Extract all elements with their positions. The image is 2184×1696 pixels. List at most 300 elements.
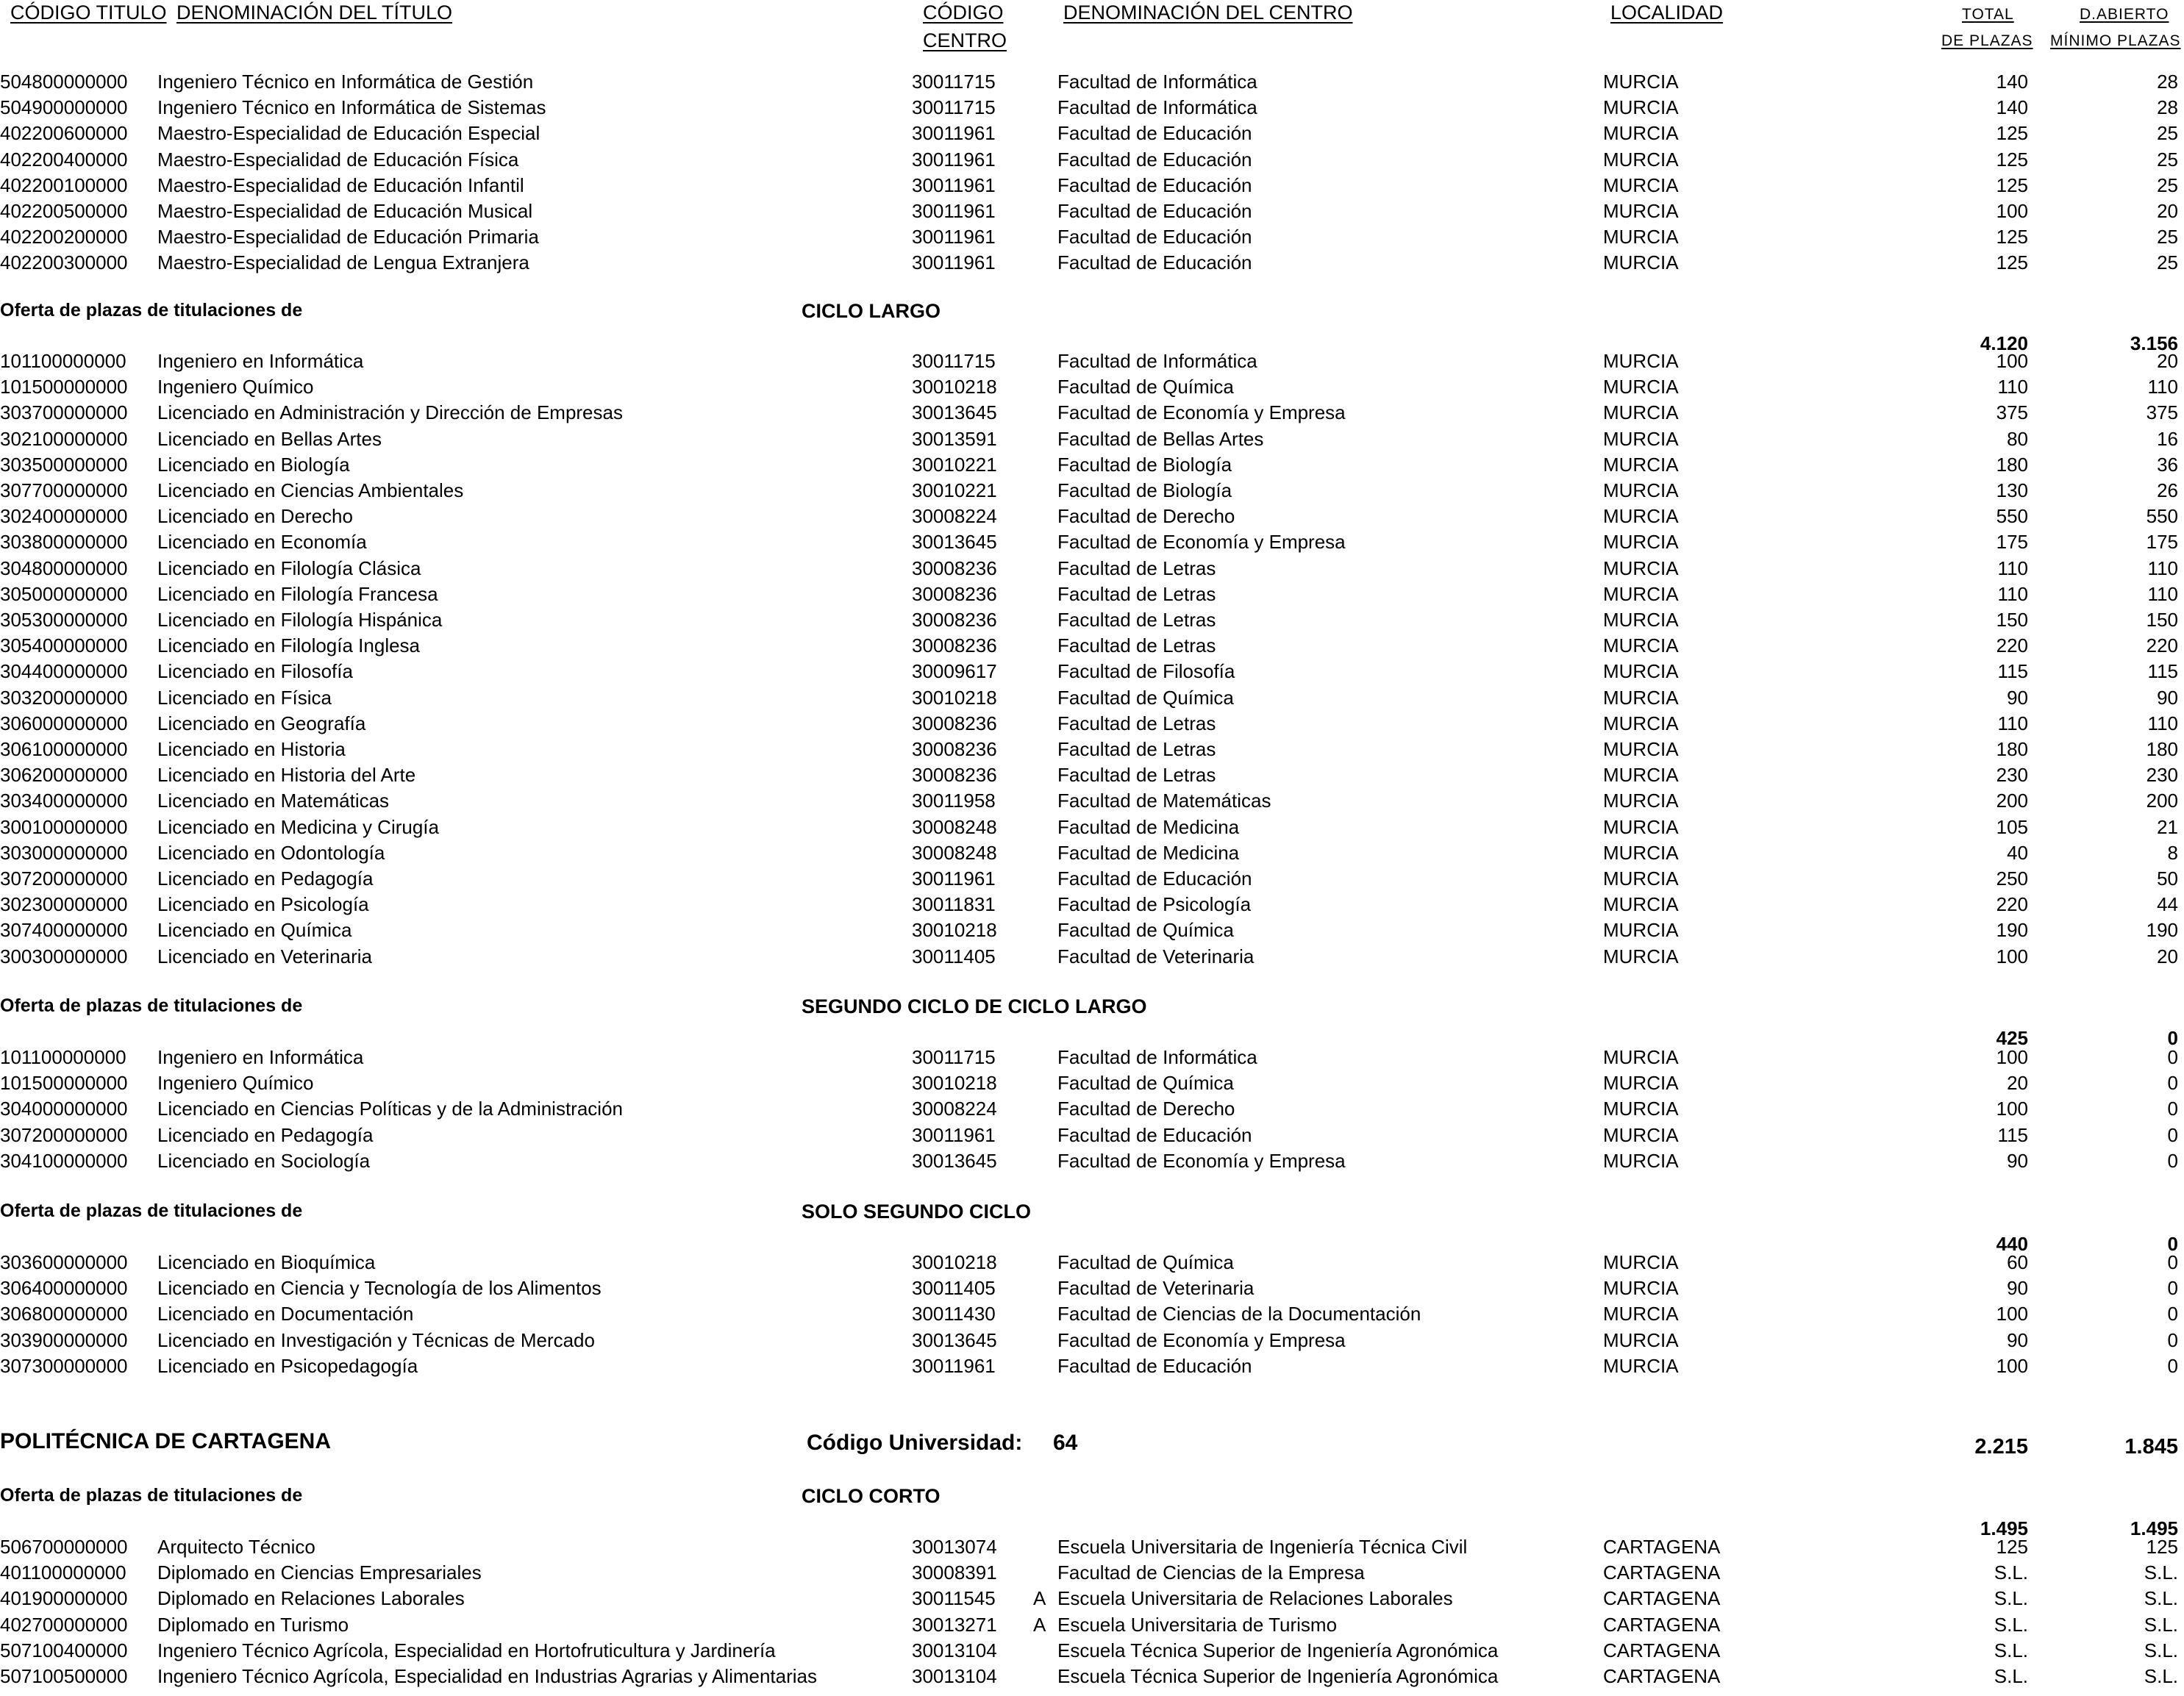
- center-code-cell: 30011961: [912, 867, 996, 890]
- abierto-cell: 550: [2146, 505, 2178, 528]
- code-cell: 101500000000: [0, 1072, 128, 1095]
- center-name-cell: Facultad de Ciencias de la Empresa: [1057, 1561, 1365, 1584]
- total-plazas-cell: 40: [2007, 841, 2028, 864]
- titulo-cell: Licenciado en Historia del Arte: [157, 764, 416, 787]
- code-cell: 300300000000: [0, 945, 128, 967]
- header-total-line1: TOTAL: [1962, 6, 2014, 23]
- abierto-cell: 200: [2146, 790, 2178, 812]
- code-cell: 402200200000: [0, 226, 128, 248]
- table-row: [0, 251, 2184, 278]
- total-plazas-cell: 140: [1996, 71, 2028, 93]
- abierto-cell: 36: [2157, 453, 2178, 476]
- total-plazas-cell: 100: [1996, 1098, 2028, 1120]
- table-row: [0, 174, 2184, 201]
- center-name-cell: Facultad de Letras: [1057, 712, 1216, 734]
- section-prefix-solo-segundo-ciclo: Oferta de plazas de titulaciones de: [0, 1201, 303, 1221]
- abierto-cell: 0: [2167, 1046, 2178, 1068]
- abierto-cell: 220: [2146, 634, 2178, 657]
- localidad-cell: MURCIA: [1603, 1303, 1679, 1325]
- abierto-cell: S.L.: [2144, 1665, 2178, 1687]
- center-name-cell: Facultad de Educación: [1057, 226, 1252, 248]
- localidad-cell: CARTAGENA: [1603, 1536, 1721, 1558]
- localidad-cell: MURCIA: [1603, 531, 1679, 554]
- subtotal-abierto-ciclo-corto: 1.495: [2130, 1517, 2178, 1539]
- center-code-cell: 30010218: [912, 1072, 997, 1095]
- center-name-cell: Facultad de Letras: [1057, 609, 1216, 631]
- titulo-cell: Diplomado en Relaciones Laborales: [157, 1587, 465, 1610]
- titulo-cell: Licenciado en Psicopedagogía: [157, 1354, 418, 1377]
- code-cell: 303700000000: [0, 401, 128, 424]
- center-name-cell: Facultad de Economía y Empresa: [1057, 1149, 1346, 1172]
- localidad-cell: MURCIA: [1603, 893, 1679, 916]
- titulo-cell: Licenciado en Pedagogía: [157, 1123, 374, 1146]
- table-row: [0, 401, 2184, 428]
- table-row: [0, 149, 2184, 175]
- center-code-cell: 30010221: [912, 453, 997, 476]
- center-name-cell: Escuela Técnica Superior de Ingeniería Agronómica: [1057, 1665, 1499, 1687]
- localidad-cell: MURCIA: [1603, 919, 1679, 942]
- code-cell: 402700000000: [0, 1613, 128, 1636]
- center-name-cell: Escuela Universitaria de Turismo: [1057, 1613, 1338, 1636]
- abierto-cell: 0: [2167, 1328, 2178, 1351]
- section-prefix-ciclo-corto: Oferta de plazas de titulaciones de: [0, 1485, 303, 1506]
- table-row: [0, 96, 2184, 123]
- titulo-cell: Licenciado en Medicina y Cirugía: [157, 815, 439, 838]
- total-plazas-cell: S.L.: [1994, 1613, 2028, 1636]
- titulo-cell: Maestro-Especialidad de Educación Infantil: [157, 173, 524, 196]
- localidad-cell: CARTAGENA: [1603, 1665, 1721, 1687]
- titulo-cell: Licenciado en Pedagogía: [157, 867, 374, 890]
- table-row: [0, 583, 2184, 609]
- total-plazas-cell: 175: [1996, 531, 2028, 554]
- code-cell: 304000000000: [0, 1098, 128, 1120]
- localidad-cell: CARTAGENA: [1603, 1561, 1721, 1584]
- subtotal-abierto-solo-segundo-ciclo: 0: [2167, 1233, 2178, 1255]
- code-cell: 307300000000: [0, 1354, 128, 1377]
- code-cell: 402200400000: [0, 148, 128, 171]
- total-plazas-cell: 200: [1996, 790, 2028, 812]
- center-code-cell: 30008248: [912, 841, 997, 864]
- total-plazas-cell: 250: [1996, 867, 2028, 890]
- center-code-cell: 30011961: [912, 148, 996, 171]
- localidad-cell: MURCIA: [1603, 609, 1679, 631]
- abierto-cell: 25: [2157, 173, 2178, 196]
- localidad-cell: MURCIA: [1603, 1277, 1679, 1300]
- center-code-cell: 30010218: [912, 919, 997, 942]
- table-row: [0, 1665, 2184, 1692]
- center-code-cell: 30013074: [912, 1536, 997, 1558]
- code-cell: 307400000000: [0, 919, 128, 942]
- total-plazas-cell: 125: [1996, 173, 2028, 196]
- center-name-cell: Facultad de Matemáticas: [1057, 790, 1271, 812]
- abierto-cell: 8: [2167, 841, 2178, 864]
- code-cell: 302400000000: [0, 505, 128, 528]
- localidad-cell: MURCIA: [1603, 867, 1679, 890]
- table-row: [0, 122, 2184, 149]
- table-row: [0, 687, 2184, 713]
- center-code-cell: 30008236: [912, 634, 997, 657]
- center-code-cell: 30013645: [912, 1328, 997, 1351]
- center-code-cell: 30011715: [912, 1046, 996, 1068]
- total-plazas-cell: 100: [1996, 350, 2028, 372]
- abierto-cell: 20: [2157, 350, 2178, 372]
- total-plazas-cell: S.L.: [1994, 1561, 2028, 1584]
- center-name-cell: Facultad de Educación: [1057, 122, 1252, 145]
- localidad-cell: MURCIA: [1603, 841, 1679, 864]
- code-cell: 306100000000: [0, 738, 128, 760]
- abierto-cell: 25: [2157, 148, 2178, 171]
- abierto-cell: 90: [2157, 686, 2178, 709]
- code-cell: 507100500000: [0, 1665, 128, 1687]
- total-plazas-cell: 180: [1996, 453, 2028, 476]
- table-row: [0, 712, 2184, 739]
- localidad-cell: MURCIA: [1603, 1149, 1679, 1172]
- total-plazas-cell: 60: [2007, 1251, 2028, 1273]
- titulo-cell: Licenciado en Bellas Artes: [157, 427, 382, 450]
- code-cell: 305300000000: [0, 609, 128, 631]
- center-name-cell: Facultad de Química: [1057, 686, 1234, 709]
- titulo-cell: Ingeniero Técnico en Informática de Gestión: [157, 71, 534, 93]
- center-code-cell: 30011405: [912, 945, 996, 967]
- center-name-cell: Facultad de Letras: [1057, 557, 1216, 579]
- table-row: [0, 376, 2184, 402]
- total-plazas-cell: 375: [1996, 401, 2028, 424]
- center-name-cell: Facultad de Informática: [1057, 1046, 1257, 1068]
- center-name-cell: Escuela Universitaria de Ingeniería Técnica Civil: [1057, 1536, 1468, 1558]
- center-name-cell: Facultad de Letras: [1057, 582, 1216, 605]
- localidad-cell: MURCIA: [1603, 1251, 1679, 1273]
- table-row: [0, 1329, 2184, 1356]
- center-code-cell: 30011961: [912, 173, 996, 196]
- titulo-cell: Licenciado en Derecho: [157, 505, 353, 528]
- code-cell: 305400000000: [0, 634, 128, 657]
- localidad-cell: MURCIA: [1603, 427, 1679, 450]
- table-row: [0, 454, 2184, 480]
- localidad-cell: MURCIA: [1603, 350, 1679, 372]
- table-row: [0, 350, 2184, 376]
- subtotal-total-ciclo-largo: 4.120: [1980, 332, 2028, 354]
- titulo-cell: Licenciado en Ciencia y Tecnología de los Alimentos: [157, 1277, 602, 1300]
- code-cell: 101100000000: [0, 1046, 126, 1068]
- center-name-cell: Facultad de Veterinaria: [1057, 1277, 1255, 1300]
- code-cell: 303500000000: [0, 453, 128, 476]
- total-plazas-cell: 230: [1996, 764, 2028, 787]
- titulo-cell: Licenciado en Economía: [157, 531, 367, 554]
- localidad-cell: MURCIA: [1603, 557, 1679, 579]
- center-name-cell: Facultad de Psicología: [1057, 893, 1252, 916]
- center-code-cell: 30008236: [912, 609, 997, 631]
- code-cell: 303900000000: [0, 1328, 128, 1351]
- total-plazas-cell: S.L.: [1994, 1665, 2028, 1687]
- center-code-cell: 30011831: [912, 893, 996, 916]
- localidad-cell: MURCIA: [1603, 1098, 1679, 1120]
- table-row: [0, 893, 2184, 920]
- total-plazas-cell: 190: [1996, 919, 2028, 942]
- titulo-cell: Licenciado en Biología: [157, 453, 350, 476]
- table-row: [0, 505, 2184, 532]
- titulo-cell: Maestro-Especialidad de Educación Primaria: [157, 226, 539, 248]
- total-plazas-cell: 220: [1996, 634, 2028, 657]
- total-plazas-cell: 180: [1996, 738, 2028, 760]
- total-plazas-cell: 115: [1997, 1123, 2028, 1146]
- localidad-cell: MURCIA: [1603, 712, 1679, 734]
- abierto-cell: 25: [2157, 122, 2178, 145]
- localidad-cell: MURCIA: [1603, 173, 1679, 196]
- total-plazas-cell: 100: [1996, 1046, 2028, 1068]
- center-name-cell: Facultad de Filosofía: [1057, 660, 1235, 683]
- abierto-cell: 0: [2167, 1354, 2178, 1377]
- table-row: [0, 428, 2184, 454]
- total-plazas-cell: 550: [1996, 505, 2028, 528]
- abierto-cell: S.L.: [2144, 1613, 2178, 1636]
- table-row: [0, 1124, 2184, 1151]
- total-plazas-cell: 100: [1996, 200, 2028, 222]
- center-code-cell: 30009617: [912, 660, 997, 683]
- titulo-cell: Ingeniero Químico: [157, 1072, 314, 1095]
- center-code-cell: 30011715: [912, 96, 996, 119]
- table-row: [0, 531, 2184, 557]
- subtotal-abierto-ciclo-largo: 3.156: [2130, 332, 2178, 354]
- localidad-cell: MURCIA: [1603, 401, 1679, 424]
- abierto-cell: 0: [2167, 1098, 2178, 1120]
- center-name-cell: Facultad de Química: [1057, 919, 1234, 942]
- center-code-cell: 30011958: [912, 790, 996, 812]
- table-row: [0, 1639, 2184, 1666]
- abierto-cell: 26: [2157, 479, 2178, 501]
- section-prefix-segundo-ciclo: Oferta de plazas de titulaciones de: [0, 995, 303, 1016]
- table-row: [0, 1587, 2184, 1614]
- abierto-cell: 20: [2157, 200, 2178, 222]
- header-abierto-line1: D.ABIERTO: [2080, 6, 2169, 23]
- abierto-cell: 50: [2157, 867, 2178, 890]
- localidad-cell: MURCIA: [1603, 505, 1679, 528]
- table-row: [0, 1046, 2184, 1073]
- abierto-cell: 110: [2147, 712, 2178, 734]
- table-row: [0, 479, 2184, 506]
- total-plazas-cell: 90: [2007, 1277, 2028, 1300]
- localidad-cell: MURCIA: [1603, 764, 1679, 787]
- titulo-cell: Licenciado en Física: [157, 686, 332, 709]
- center-name-cell: Facultad de Letras: [1057, 764, 1216, 787]
- titulo-cell: Licenciado en Filología Inglesa: [157, 634, 421, 657]
- center-code-cell: 30013591: [912, 427, 997, 450]
- abierto-cell: S.L.: [2144, 1561, 2178, 1584]
- code-cell: 302100000000: [0, 427, 128, 450]
- titulo-cell: Ingeniero en Informática: [157, 1046, 364, 1068]
- center-name-cell: Facultad de Biología: [1057, 453, 1232, 476]
- header-codigo-titulo: CÓDIGO TITULO: [10, 1, 167, 24]
- center-code-cell: 30011961: [912, 1123, 996, 1146]
- abierto-cell: 125: [2146, 1536, 2178, 1558]
- center-code-cell: 30008236: [912, 738, 997, 760]
- subtotal-total-ciclo-corto: 1.495: [1980, 1517, 2028, 1539]
- titulo-cell: Licenciado en Matemáticas: [157, 790, 390, 812]
- table-row: [0, 1150, 2184, 1176]
- total-plazas-cell: 125: [1996, 226, 2028, 248]
- abierto-cell: 375: [2146, 401, 2178, 424]
- center-code-cell: 30013271: [912, 1613, 997, 1636]
- university-total: 2.215: [1974, 1435, 2028, 1459]
- total-plazas-cell: 100: [1996, 1354, 2028, 1377]
- table-row: [0, 1355, 2184, 1381]
- university-code-label: Código Universidad:: [807, 1431, 1023, 1455]
- total-plazas-cell: 140: [1996, 96, 2028, 119]
- center-code-cell: 30010218: [912, 1251, 997, 1273]
- localidad-cell: MURCIA: [1603, 815, 1679, 838]
- code-cell: 402200500000: [0, 200, 128, 222]
- localidad-cell: MURCIA: [1603, 251, 1679, 274]
- abierto-cell: S.L.: [2144, 1587, 2178, 1610]
- header-denominacion-centro: DENOMINACIÓN DEL CENTRO: [1063, 1, 1353, 24]
- abierto-cell: 110: [2147, 376, 2178, 398]
- section-type-ciclo-largo: CICLO LARGO: [802, 300, 941, 322]
- center-name-cell: Escuela Universitaria de Relaciones Laborales: [1057, 1587, 1453, 1610]
- abierto-cell: 16: [2157, 427, 2178, 450]
- total-plazas-cell: 90: [2007, 686, 2028, 709]
- titulo-cell: Ingeniero Técnico en Informática de Sistemas: [157, 96, 546, 119]
- localidad-cell: MURCIA: [1603, 582, 1679, 605]
- section-type-solo-segundo-ciclo: SOLO SEGUNDO CICLO: [802, 1201, 1032, 1223]
- total-plazas-cell: 20: [2007, 1072, 2028, 1095]
- localidad-cell: MURCIA: [1603, 71, 1679, 93]
- header-abierto-line2: MÍNIMO PLAZAS: [2050, 32, 2181, 49]
- code-cell: 307700000000: [0, 479, 128, 501]
- center-name-cell: Facultad de Derecho: [1057, 1098, 1235, 1120]
- table-row: [0, 660, 2184, 687]
- total-plazas-cell: 110: [1997, 582, 2028, 605]
- total-plazas-cell: S.L.: [1994, 1587, 2028, 1610]
- localidad-cell: MURCIA: [1603, 660, 1679, 683]
- subtotal-total-solo-segundo-ciclo: 440: [1996, 1233, 2028, 1255]
- center-name-cell: Facultad de Educación: [1057, 148, 1252, 171]
- header-codigo-centro-line2: CENTRO: [923, 29, 1007, 51]
- total-plazas-cell: 90: [2007, 1328, 2028, 1351]
- abierto-cell: 0: [2167, 1123, 2178, 1146]
- titulo-cell: Licenciado en Psicología: [157, 893, 369, 916]
- total-plazas-cell: 125: [1996, 122, 2028, 145]
- total-plazas-cell: 110: [1997, 557, 2028, 579]
- titulo-cell: Licenciado en Documentación: [157, 1303, 414, 1325]
- abierto-cell: 25: [2157, 251, 2178, 274]
- section-type-segundo-ciclo: SEGUNDO CICLO DE CICLO LARGO: [802, 995, 1147, 1017]
- code-cell: 101500000000: [0, 376, 128, 398]
- total-plazas-cell: 220: [1996, 893, 2028, 916]
- center-name-cell: Facultad de Química: [1057, 1251, 1234, 1273]
- center-name-cell: Facultad de Química: [1057, 376, 1234, 398]
- code-cell: 402200600000: [0, 122, 128, 145]
- abierto-cell: 115: [2147, 660, 2178, 683]
- center-name-cell: Facultad de Veterinaria: [1057, 945, 1255, 967]
- code-cell: 504900000000: [0, 96, 128, 119]
- center-code-cell: 30013104: [912, 1639, 997, 1661]
- code-cell: 303200000000: [0, 686, 128, 709]
- center-name-cell: Facultad de Informática: [1057, 96, 1257, 119]
- center-code-cell: 30011715: [912, 350, 996, 372]
- center-code-cell: 30008391: [912, 1561, 997, 1584]
- center-name-cell: Facultad de Educación: [1057, 1123, 1252, 1146]
- total-plazas-cell: 80: [2007, 427, 2028, 450]
- table-row: [0, 634, 2184, 661]
- titulo-cell: Licenciado en Sociología: [157, 1149, 371, 1172]
- table-row: [0, 1251, 2184, 1278]
- section-type-ciclo-corto: CICLO CORTO: [802, 1485, 941, 1507]
- code-cell: 302300000000: [0, 893, 128, 916]
- localidad-cell: MURCIA: [1603, 1328, 1679, 1351]
- code-cell: 303600000000: [0, 1251, 128, 1273]
- localidad-cell: MURCIA: [1603, 96, 1679, 119]
- table-row: [0, 738, 2184, 765]
- titulo-cell: Licenciado en Administración y Dirección de Empresas: [157, 401, 623, 424]
- titulo-cell: Licenciado en Filología Clásica: [157, 557, 421, 579]
- code-cell: 402200100000: [0, 173, 128, 196]
- center-name-cell: Facultad de Bellas Artes: [1057, 427, 1264, 450]
- titulo-cell: Licenciado en Química: [157, 919, 352, 942]
- center-name-cell: Facultad de Educación: [1057, 867, 1252, 890]
- university-code: 64: [1053, 1431, 1078, 1455]
- titulo-cell: Licenciado en Geografía: [157, 712, 366, 734]
- localidad-cell: CARTAGENA: [1603, 1587, 1721, 1610]
- section-prefix-ciclo-largo: Oferta de plazas de titulaciones de: [0, 300, 303, 321]
- abierto-cell: 21: [2157, 815, 2178, 838]
- abierto-cell: 0: [2167, 1251, 2178, 1273]
- center-code-cell: 30013104: [912, 1665, 997, 1687]
- code-cell: 303000000000: [0, 841, 128, 864]
- code-cell: 306200000000: [0, 764, 128, 787]
- center-name-cell: Facultad de Economía y Empresa: [1057, 1328, 1346, 1351]
- center-code-cell: 30011961: [912, 226, 996, 248]
- center-code-cell: 30011961: [912, 200, 996, 222]
- center-code-cell: 30013645: [912, 531, 997, 554]
- total-plazas-cell: 115: [1997, 660, 2028, 683]
- titulo-cell: Licenciado en Filología Hispánica: [157, 609, 443, 631]
- table-row: [0, 816, 2184, 842]
- table-row: [0, 1303, 2184, 1329]
- center-code-cell: 30010218: [912, 686, 997, 709]
- code-cell: 306000000000: [0, 712, 128, 734]
- localidad-cell: MURCIA: [1603, 479, 1679, 501]
- titulo-cell: Maestro-Especialidad de Educación Física: [157, 148, 519, 171]
- abierto-cell: 0: [2167, 1303, 2178, 1325]
- titulo-cell: Licenciado en Filosofía: [157, 660, 353, 683]
- code-cell: 300100000000: [0, 815, 128, 838]
- total-plazas-cell: 100: [1996, 1303, 2028, 1325]
- abierto-cell: 20: [2157, 945, 2178, 967]
- center-name-cell: Facultad de Educación: [1057, 1354, 1252, 1377]
- center-code-cell: 30010218: [912, 376, 997, 398]
- abierto-cell: 0: [2167, 1149, 2178, 1172]
- abierto-cell: 110: [2147, 582, 2178, 605]
- center-name-cell: Facultad de Derecho: [1057, 505, 1235, 528]
- localidad-cell: MURCIA: [1603, 945, 1679, 967]
- center-code-cell: 30008236: [912, 582, 997, 605]
- flag-cell: A: [1033, 1587, 1046, 1610]
- localidad-cell: MURCIA: [1603, 200, 1679, 222]
- abierto-cell: 44: [2157, 893, 2178, 916]
- center-code-cell: 30011961: [912, 251, 996, 274]
- titulo-cell: Licenciado en Filología Francesa: [157, 582, 438, 605]
- code-cell: 307200000000: [0, 1123, 128, 1146]
- titulo-cell: Licenciado en Veterinaria: [157, 945, 372, 967]
- center-name-cell: Facultad de Economía y Empresa: [1057, 531, 1346, 554]
- center-code-cell: 30011715: [912, 71, 996, 93]
- abierto-cell: 0: [2167, 1072, 2178, 1095]
- titulo-cell: Ingeniero Químico: [157, 376, 314, 398]
- center-code-cell: 30008248: [912, 815, 997, 838]
- header-codigo-centro-line1: CÓDIGO: [923, 1, 1004, 24]
- table-row: [0, 1614, 2184, 1640]
- abierto-cell: 190: [2146, 919, 2178, 942]
- university-name: POLITÉCNICA DE CARTAGENA: [0, 1429, 331, 1453]
